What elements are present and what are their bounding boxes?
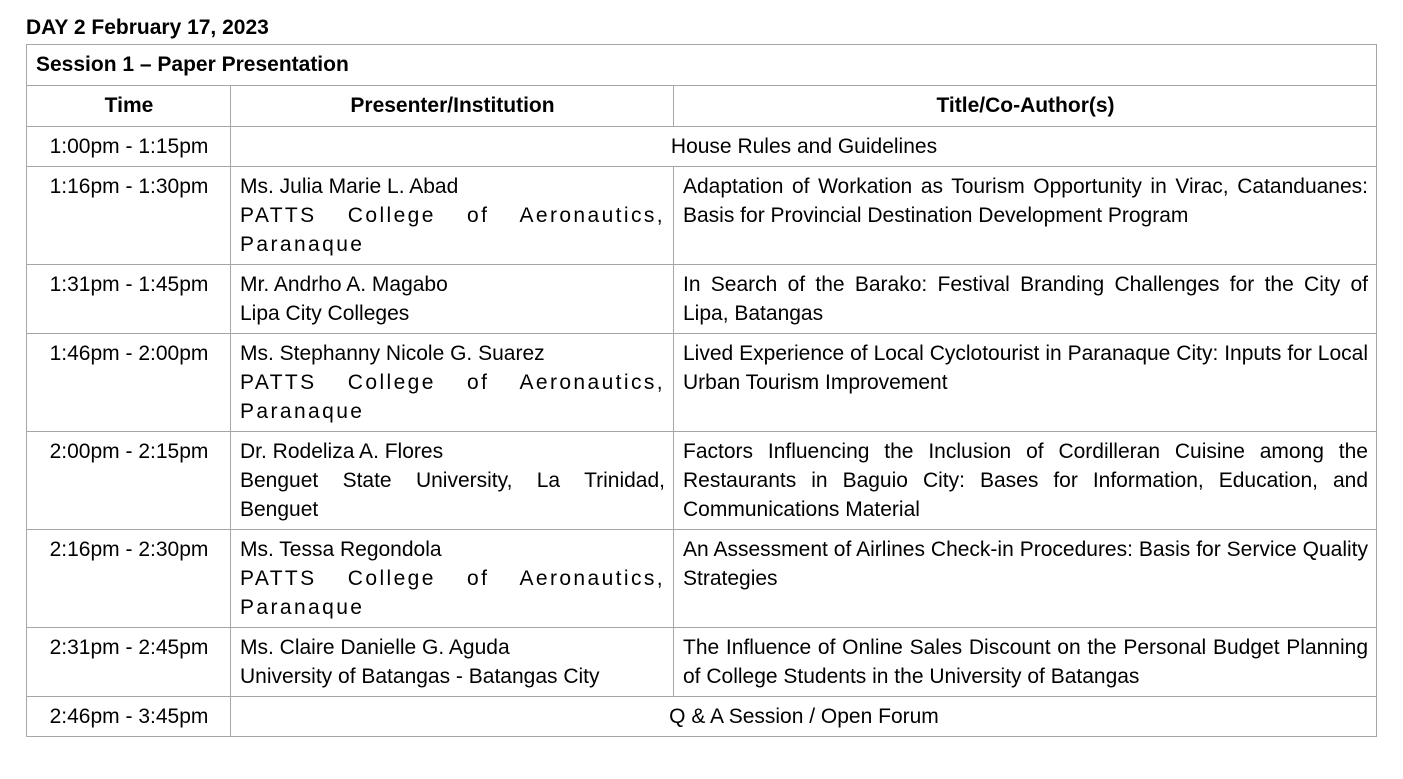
title-cell: Factors Influencing the Inclusion of Cordilleran Cuisine among the Restaurants in Baguio City: Bases for Information, Education, and Communications Material [674, 432, 1377, 530]
title-cell: Lived Experience of Local Cyclotourist in Paranaque City: Inputs for Local Urban Tourism Improvement [674, 334, 1377, 432]
presenter-name: Ms. Tessa Regondola [240, 538, 442, 561]
column-header-time: Time [27, 86, 231, 127]
event-cell: House Rules and Guidelines [231, 127, 1377, 167]
session-row [27, 45, 1377, 86]
presenter-cell [231, 432, 674, 530]
time-cell: 1:46pm - 2:00pm [27, 334, 231, 432]
table-row [27, 334, 1377, 432]
time-cell: 1:00pm - 1:15pm [27, 127, 231, 167]
time-cell: 2:16pm - 2:30pm [27, 530, 231, 628]
column-header-title: Title/Co-Author(s) [674, 86, 1377, 127]
presenter-cell [231, 334, 674, 432]
presenter-institution: PATTS College of Aeronautics, Paranaque [240, 204, 665, 256]
time-cell: 2:46pm - 3:45pm [27, 697, 231, 737]
title-cell: The Influence of Online Sales Discount on the Personal Budget Planning of College Students in the University of Batangas [674, 628, 1377, 697]
time-cell: 1:16pm - 1:30pm [27, 167, 231, 265]
presenter-name: Dr. Rodeliza A. Flores [240, 440, 444, 463]
day-heading: DAY 2 February 17, 2023 [26, 16, 269, 39]
table-row [27, 530, 1377, 628]
presenter-institution: University of Batangas - Batangas City [240, 665, 600, 688]
presenter-name: Ms. Julia Marie L. Abad [240, 175, 459, 198]
presenter-cell [231, 167, 674, 265]
title-cell: An Assessment of Airlines Check-in Procedures: Basis for Service Quality Strategies [674, 530, 1377, 628]
column-header-presenter: Presenter/Institution [231, 86, 674, 127]
presenter-institution: PATTS College of Aeronautics, Paranaque [240, 567, 665, 619]
schedule-table [26, 44, 1377, 737]
table-row [27, 697, 1377, 737]
presenter-cell [231, 628, 674, 697]
presenter-institution: PATTS College of Aeronautics, Paranaque [240, 371, 665, 423]
column-header-row [27, 86, 1377, 127]
table-row [27, 432, 1377, 530]
presenter-name: Mr. Andrho A. Magabo [240, 273, 448, 296]
title-cell: Adaptation of Workation as Tourism Opportunity in Virac, Catanduanes: Basis for Provincial Destination Development Program [674, 167, 1377, 265]
presenter-name: Ms. Stephanny Nicole G. Suarez [240, 342, 545, 365]
time-cell: 1:31pm - 1:45pm [27, 265, 231, 334]
presenter-cell [231, 530, 674, 628]
time-cell: 2:00pm - 2:15pm [27, 432, 231, 530]
session-title: Session 1 – Paper Presentation [27, 45, 1377, 86]
table-row [27, 127, 1377, 167]
event-cell: Q & A Session / Open Forum [231, 697, 1377, 737]
presenter-institution: Lipa City Colleges [240, 302, 410, 325]
table-row [27, 265, 1377, 334]
presenter-name: Ms. Claire Danielle G. Aguda [240, 636, 510, 659]
table-row [27, 628, 1377, 697]
table-row [27, 167, 1377, 265]
presenter-institution: Benguet State University, La Trinidad, Benguet [240, 469, 665, 521]
presenter-cell [231, 265, 674, 334]
title-cell: In Search of the Barako: Festival Branding Challenges for the City of Lipa, Batangas [674, 265, 1377, 334]
time-cell: 2:31pm - 2:45pm [27, 628, 231, 697]
